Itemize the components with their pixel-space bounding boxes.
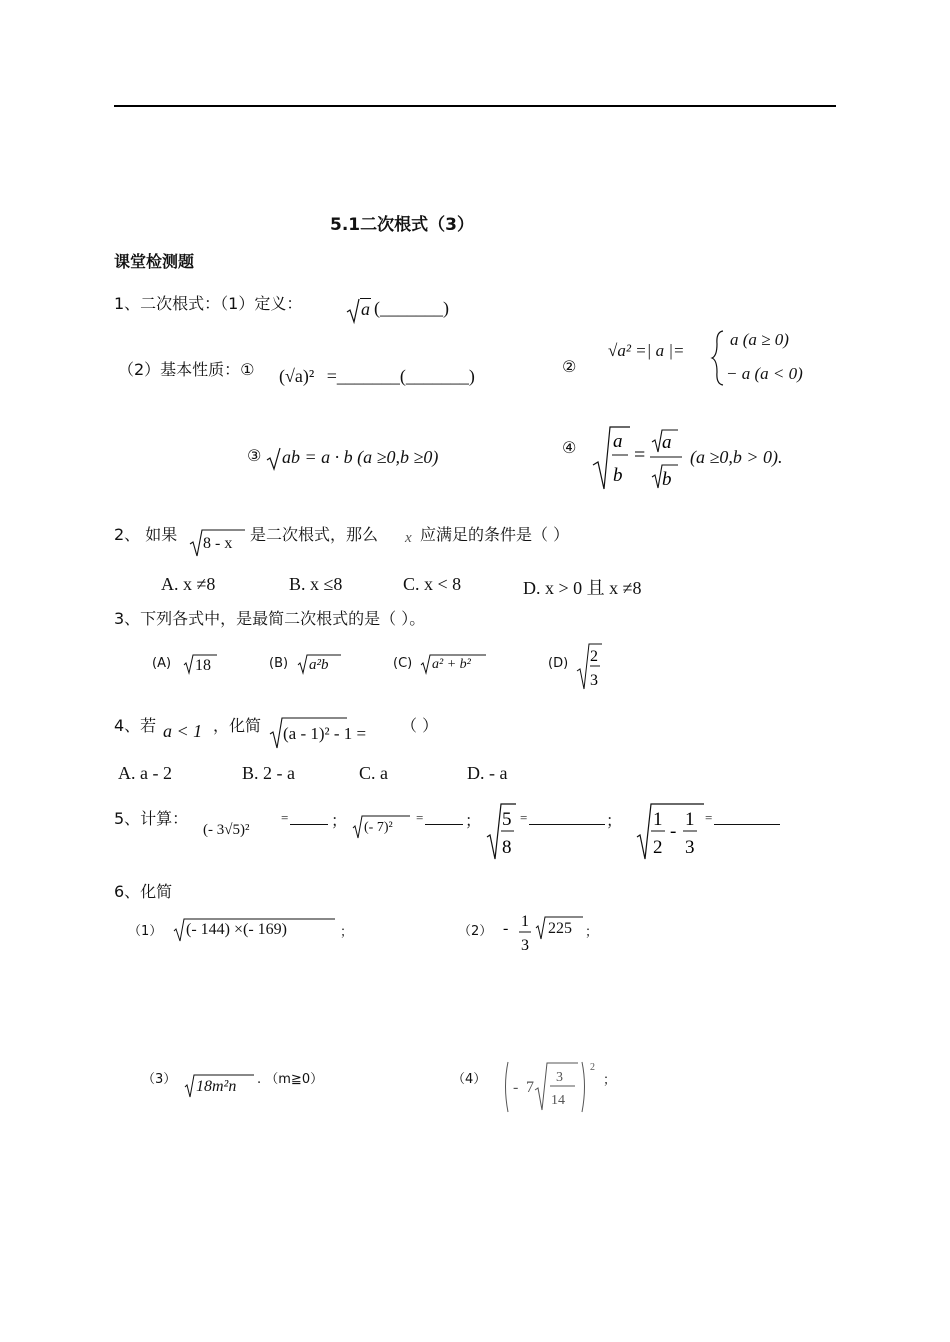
q4-option-b: B. 2 - a bbox=[242, 763, 295, 783]
q5-eq-4: = bbox=[705, 810, 713, 825]
svg-text:3: 3 bbox=[685, 837, 695, 858]
svg-text:-: - bbox=[670, 821, 677, 842]
q6-item-4-tail: ； bbox=[603, 1073, 617, 1088]
svg-text:1: 1 bbox=[653, 809, 663, 830]
q4-option-d: D. - a bbox=[467, 763, 508, 783]
q2-label: 2、 如果 bbox=[114, 525, 178, 544]
q6-item-2-number: （2） bbox=[458, 924, 493, 939]
q2-option-d: D. x > 0 且 x ≠8 bbox=[523, 578, 642, 598]
q4-tail: （ ） bbox=[401, 716, 439, 735]
svg-text:a: a bbox=[613, 431, 623, 452]
svg-text:b: b bbox=[662, 469, 672, 490]
q4-option-a: A. a - 2 bbox=[118, 763, 172, 783]
q1-case-2: − a (a < 0) bbox=[726, 364, 803, 383]
svg-text:3: 3 bbox=[521, 937, 529, 954]
q6-item-2-radicand: 225 bbox=[548, 920, 572, 937]
q5-label: 5、计算： bbox=[114, 809, 189, 828]
q2-option-a: A. x ≠8 bbox=[161, 574, 216, 594]
svg-text:3: 3 bbox=[590, 672, 598, 689]
q3-option-b-label: (B) bbox=[269, 656, 289, 671]
q6-item-4-expr bbox=[502, 1060, 612, 1116]
q5-expr-3 bbox=[486, 803, 518, 861]
q1-property-1: (√a)² =_______(_______) bbox=[279, 366, 475, 386]
q5-blank-4[interactable] bbox=[714, 808, 780, 825]
q6-item-2-tail: ； bbox=[585, 925, 599, 940]
q1-condition-4: (a ≥0,b > 0). bbox=[690, 447, 783, 467]
q6-item-1-tail: ； bbox=[340, 925, 354, 940]
q4-condition: a < 1 bbox=[163, 721, 203, 741]
q3-option-d-expr bbox=[576, 643, 604, 691]
q2-option-b: B. x ≤8 bbox=[289, 574, 343, 594]
q4-label-pre: 4、若 bbox=[114, 716, 157, 735]
svg-text:5: 5 bbox=[502, 809, 512, 830]
q1-num-3: ③ bbox=[247, 446, 262, 465]
brace-icon bbox=[711, 330, 725, 386]
q6-item-3-number: （3） bbox=[142, 1072, 177, 1087]
q1-property-2: √a² =| a |= bbox=[608, 341, 685, 360]
svg-text:-: - bbox=[513, 1079, 519, 1096]
q5-eq-1: = bbox=[281, 810, 289, 825]
svg-text:1: 1 bbox=[521, 913, 529, 930]
svg-text:2: 2 bbox=[653, 837, 663, 858]
header-rule bbox=[114, 105, 836, 107]
q2-mid: 是二次根式，那么 bbox=[250, 525, 379, 544]
svg-text:1: 1 bbox=[685, 809, 695, 830]
svg-text:2: 2 bbox=[590, 1062, 595, 1073]
q5-eq-3: = bbox=[520, 810, 528, 825]
q1-case-1: a (a ≥ 0) bbox=[730, 330, 789, 349]
svg-text:14: 14 bbox=[551, 1093, 565, 1108]
q5-eq-2: = bbox=[416, 810, 424, 825]
q3-option-a-label: (A) bbox=[152, 656, 172, 671]
q1-label: 1、二次根式：（1）定义： bbox=[114, 294, 303, 313]
q5-blank-1[interactable] bbox=[290, 808, 328, 825]
svg-text:7: 7 bbox=[526, 1079, 534, 1096]
q1-num-4: ④ bbox=[562, 438, 577, 457]
svg-text:b: b bbox=[613, 465, 623, 486]
svg-text:a: a bbox=[662, 432, 672, 453]
q5-blank-2[interactable] bbox=[425, 808, 463, 825]
q5-sep-2: ； bbox=[465, 811, 482, 830]
q5-sep-3: ； bbox=[606, 811, 623, 830]
q3-option-d-label: (D) bbox=[548, 656, 569, 671]
q2-option-c: C. x < 8 bbox=[403, 574, 462, 594]
q2-var: x bbox=[405, 530, 412, 546]
q1-property-label: （2）基本性质：① bbox=[118, 360, 255, 379]
q3-option-c-label: (C) bbox=[393, 656, 413, 671]
q5-expr-4 bbox=[636, 803, 706, 861]
q6-item-4-number: （4） bbox=[452, 1072, 487, 1087]
svg-text:-: - bbox=[503, 920, 509, 937]
q6-item-3-tail: . （m≧0） bbox=[257, 1072, 324, 1087]
q2-tail: 应满足的条件是（ ） bbox=[420, 525, 570, 544]
svg-text:8: 8 bbox=[502, 837, 512, 858]
svg-text:=: = bbox=[634, 444, 646, 466]
q3-label: 3、下列各式中，是最简二次根式的是（ ）。 bbox=[114, 609, 426, 628]
page-title: 5.1二次根式（3） bbox=[330, 215, 474, 235]
svg-text:3: 3 bbox=[556, 1070, 563, 1085]
q5-blank-3[interactable] bbox=[529, 808, 605, 825]
q4-option-c: C. a bbox=[359, 763, 388, 783]
q4-label-mid: ，化简 bbox=[213, 716, 262, 735]
q5-expr-1: (- 3√5)² bbox=[203, 822, 250, 838]
svg-text:2: 2 bbox=[590, 648, 598, 665]
q5-sep-1: ； bbox=[331, 811, 348, 830]
q1-num-2: ② bbox=[562, 357, 577, 376]
q6-label: 6、化简 bbox=[114, 882, 173, 901]
q6-item-1-number: （1） bbox=[128, 924, 163, 939]
section-heading: 课堂检测题 bbox=[114, 252, 195, 271]
